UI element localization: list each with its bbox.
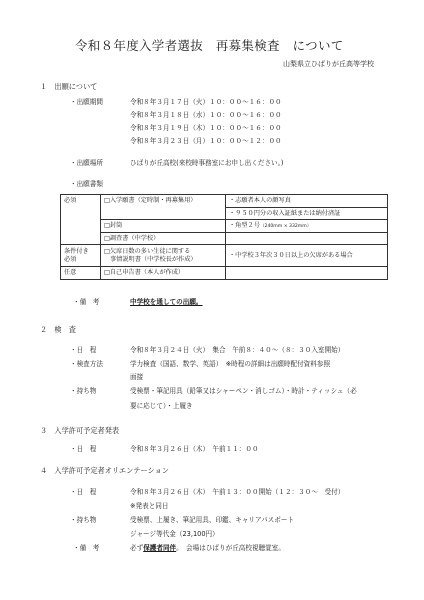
note-label: ・備 考	[73, 298, 100, 306]
table-row	[61, 220, 388, 233]
table-cell-note: ・中学校３年次３０日以上の欠席がある場合	[226, 245, 388, 267]
section-4-heading: ４ 入学許可予定者オリエンテーション	[40, 466, 169, 475]
exam-items-label: ・持ち物	[70, 387, 97, 395]
category-line-1: 条件付き	[64, 248, 89, 256]
exam-items-value-2: 要に応じて）・上履き	[130, 402, 193, 410]
orientation-note-label: ・備 考	[73, 544, 100, 552]
school-name: 山梨県立ひばりが丘高等学校	[283, 60, 374, 68]
orientation-note-emphasis: 保護者同伴	[143, 544, 177, 552]
table-cell-doc: □入学願書（定時制・再募集用）	[101, 195, 226, 220]
orientation-date-label: ・日 程	[70, 488, 97, 496]
orientation-note-prefix: 必ず	[130, 544, 144, 552]
exam-method-value-2: 面接	[130, 373, 144, 381]
place-label: ・出願場所	[70, 159, 103, 167]
period-line-1: 令和８年３月１７日（火）１０：００～１６：００	[130, 98, 282, 106]
period-line-3: 令和８年３月１９日（木）１０：００～１６：００	[130, 124, 282, 132]
table-cell-doc: □調査書（中学校）	[101, 232, 226, 245]
table-row	[61, 267, 388, 280]
section-3-heading: ３ 入学許可予定者発表	[40, 426, 120, 435]
exam-method-value: 学力検査（国語、数学、英語） ※時程の詳細は出願時配付資料参照	[130, 360, 331, 368]
period-label: ・出願期間	[70, 98, 103, 106]
table-cell-category: 任意	[61, 267, 101, 280]
table-cell-note	[226, 220, 388, 233]
table-cell-doc	[101, 245, 226, 267]
orientation-items-value-2: ジャージ等代金（23,100円）	[130, 530, 219, 538]
exam-items-value: 受検票・筆記用具（鉛筆又はシャーペン・消しゴム）・時計・ティッシュ（必	[130, 387, 357, 395]
section-1-heading: １ 出願について	[40, 82, 98, 91]
docs-label: ・出願書類	[70, 180, 103, 188]
table-row	[61, 195, 388, 208]
table-cell-doc: □自己申告書（本人が作成）	[101, 267, 226, 280]
period-line-2: 令和８年３月１８日（水）１０：００～１６：００	[130, 111, 282, 119]
announce-date-label: ・日 程	[70, 445, 97, 453]
table-cell-category	[61, 245, 101, 267]
doc-line-2: 事情説明書（中学校長が作成）	[110, 255, 197, 263]
documents-table	[60, 194, 388, 280]
table-cell-note	[226, 232, 388, 245]
orientation-note-suffix: 。 会場はひばりが丘高校視聴覚室。	[176, 544, 285, 552]
table-cell-category: 必須	[61, 195, 101, 245]
orientation-items-value: 受検票、上履き、筆記用具、印鑑、キャリアパスポート	[130, 516, 295, 524]
table-row	[61, 245, 388, 267]
table-row	[61, 232, 388, 245]
table-cell-note	[226, 267, 388, 280]
category-line-2: 必須	[64, 255, 77, 263]
orientation-date-value-2: ※発表と同日	[130, 502, 169, 510]
note-value: 中学校を通しての出願。	[130, 298, 203, 306]
exam-date-label: ・日 程	[70, 346, 97, 354]
page-title: 令和８年度入学者選抜 再募集検査 について	[75, 38, 344, 53]
announce-date-value: 令和８年３月２６日（木） 午前１１：００	[130, 445, 259, 453]
table-cell-note-text: ・角型２号	[229, 222, 260, 230]
orientation-note-value	[130, 545, 285, 552]
period-line-4: 令和８年３月２３日（月）１０：００～１２：００	[130, 137, 282, 145]
place-value: ひばりが丘高校(来校時事務室にお申し出ください。)	[130, 159, 284, 167]
exam-date-value: 令和８年３月２４日（火） 集合 午前８：４０～（８：３０入室開始）	[130, 346, 345, 354]
table-cell-doc: □封筒	[101, 220, 226, 233]
doc-line-1: □欠席日数の多い生徒に関する	[104, 248, 191, 256]
table-cell-note: ・９５０円分の収入証紙または納付済証	[226, 207, 388, 220]
exam-method-label: ・検査方法	[70, 360, 103, 368]
table-cell-note: ・志願者本人の顔写真	[226, 195, 388, 208]
section-2-heading: ２ 検 査	[40, 325, 76, 334]
orientation-items-label: ・持ち物	[70, 516, 97, 524]
table-cell-note-small: （240mm × 332mm）	[259, 224, 312, 230]
orientation-date-value: 令和８年３月２６日（木） 午前１３：００開始（１２：３０～ 受付）	[130, 488, 345, 496]
